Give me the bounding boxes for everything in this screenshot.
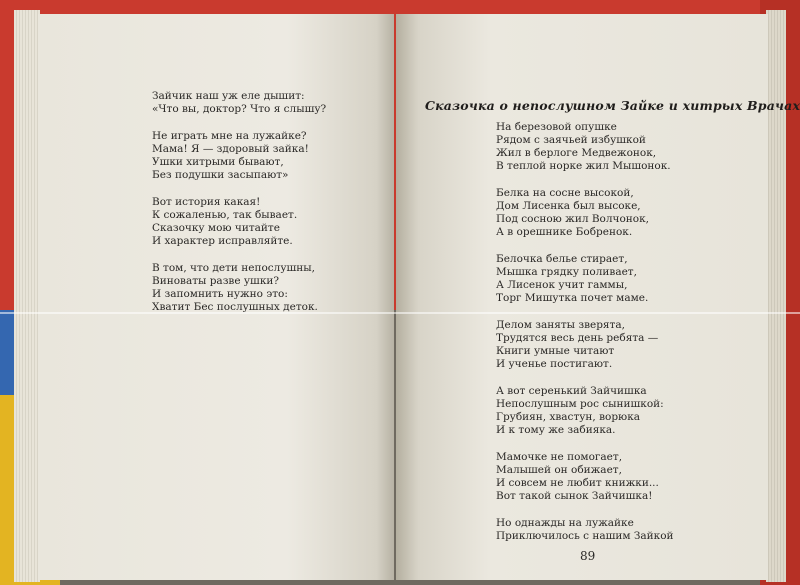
poem-line: Хватит Бес послушных деток. [152, 301, 318, 313]
stanza [496, 451, 674, 503]
poem-line: Зайчик наш уж еле дышит: [152, 90, 305, 102]
poem-line: И ученье постигают. [496, 358, 613, 370]
photo-fold-crease [0, 312, 800, 314]
poem-line: И к тому же забияка. [496, 424, 616, 436]
poem-line: Трудятся весь день ребята — [496, 332, 659, 344]
poem-line: Под сосною жил Волчонок, [496, 213, 650, 225]
stanza [496, 187, 674, 239]
poem-line: Но однажды на лужайке [496, 517, 634, 529]
poem-line: Торг Мишутка почет маме. [496, 292, 649, 304]
stanza [496, 319, 674, 371]
poem-line: Ушки хитрыми бывают, [152, 156, 284, 168]
page-edges-right [766, 10, 786, 582]
poem-line: Белка на сосне высокой, [496, 187, 634, 199]
right-poem [496, 121, 674, 557]
stanza [152, 90, 326, 116]
poem-line: А Лисенок учит гаммы, [496, 279, 628, 291]
page-number: 89 [580, 549, 596, 563]
poem-line: Не играть мне на лужайке? [152, 130, 307, 142]
stanza [496, 253, 674, 305]
poem-line: Белочка белье стирает, [496, 253, 628, 265]
poem-line: И характер исправляйте. [152, 235, 293, 247]
poem-line: В теплой норке жил Мышонок. [496, 160, 671, 172]
poem-line: К сожаленью, так бывает. [152, 209, 298, 221]
poem-line: На березовой опушке [496, 121, 617, 133]
poem-line: И запомнить нужно это: [152, 288, 288, 300]
poem-line: Малышей он обижает, [496, 464, 622, 476]
poem-line: Сказочку мою читайте [152, 222, 280, 234]
poem-line: Без подушки засыпают» [152, 169, 289, 181]
poem-line: Мама! Я — здоровый зайка! [152, 143, 309, 155]
stanza [496, 517, 674, 543]
poem-line: В том, что дети непослушны, [152, 262, 315, 274]
poem-title: Сказочка о непослушном Зайке и хитрых Врачах [425, 98, 800, 113]
page-edges-left [14, 10, 40, 582]
poem-line: И совсем не любит книжки... [496, 477, 659, 489]
stanza [152, 130, 326, 182]
poem-line: Мышка грядку поливает, [496, 266, 637, 278]
poem-line: Непослушным рос сынишкой: [496, 398, 664, 410]
poem-line: Вот такой сынок Зайчишка! [496, 490, 653, 502]
poem-line: Виноваты разве ушки? [152, 275, 280, 287]
poem-line: Жил в берлоге Медвежонок, [496, 147, 657, 159]
poem-line: Вот история какая! [152, 196, 261, 208]
poem-line: Делом заняты зверята, [496, 319, 625, 331]
poem-line: Рядом с заячьей избушкой [496, 134, 646, 146]
stanza [496, 385, 674, 437]
stanza [496, 121, 674, 173]
left-poem [152, 90, 326, 328]
poem-line: Грубиян, хвастун, ворюка [496, 411, 641, 423]
poem-line: А вот серенький Зайчишка [496, 385, 647, 397]
poem-line: Дом Лисенка был высоке, [496, 200, 641, 212]
poem-line: А в орешнике Бобренок. [496, 226, 633, 238]
poem-line: Приключилось с нашим Зайкой [496, 530, 674, 542]
stanza [152, 262, 326, 314]
poem-line: Книги умные читают [496, 345, 615, 357]
poem-line: «Что вы, доктор? Что я слышу? [152, 103, 327, 115]
poem-line: Мамочке не помогает, [496, 451, 623, 463]
stanza [152, 196, 326, 248]
